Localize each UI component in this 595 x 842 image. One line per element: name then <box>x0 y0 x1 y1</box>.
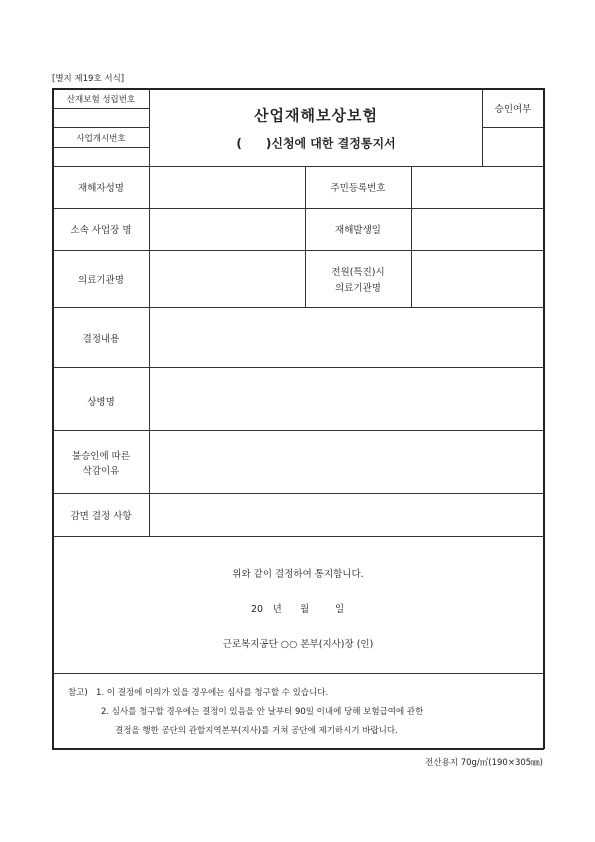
reduction-label: 감면 결정 사항 <box>70 511 132 522</box>
form-border-bottom <box>52 748 544 750</box>
notice-date-year: 20 년 <box>251 604 282 615</box>
notes-item-1: 1. 이 결정에 이의가 있을 경우에는 심사를 청구할 수 있습니다. <box>96 688 329 698</box>
approval-label: 승인여부 <box>494 104 532 115</box>
disease-label: 상병명 <box>87 397 115 408</box>
resident-number-label: 주민등록번호 <box>330 183 386 194</box>
transfer-hospital-label-line1: 전원(특진)시 <box>331 267 385 278</box>
form-subtitle <box>236 135 395 152</box>
reduction-field[interactable] <box>150 494 543 536</box>
subtitle-text: 신청에 대한 결정통지서 <box>271 136 396 151</box>
form-number: [별지 제19호 서식] <box>52 74 125 84</box>
notice-statement: 위와 같이 결정하여 통지합니다. <box>232 569 364 580</box>
notice-date-month: 월 <box>300 604 310 615</box>
decision-field[interactable] <box>150 308 543 367</box>
form-title: 산업재해보상보험 <box>254 106 378 125</box>
hospital-field[interactable] <box>150 251 305 307</box>
notes-item-2-line1: 2. 심사를 청구할 경우에는 결정이 있음을 안 날부터 90일 이내에 당해 보험급여에 관한 <box>101 707 424 717</box>
hospital-label: 의료기관명 <box>78 275 124 286</box>
workplace-field[interactable] <box>150 209 305 250</box>
notice-issuer: 근로복지공단 ○○ 본부(지사)장 (인) <box>222 639 374 650</box>
accident-date-label: 재해발생일 <box>335 225 381 236</box>
rejection-label-line2: 삭감이유 <box>82 466 120 477</box>
rejection-label-line1: 불승인에 따른 <box>71 451 131 462</box>
transfer-hospital-label-line2: 의료기관명 <box>335 283 381 294</box>
disease-field[interactable] <box>150 368 543 430</box>
transfer-hospital-field[interactable] <box>412 251 543 307</box>
approval-field[interactable] <box>483 128 543 166</box>
decision-label: 결정내용 <box>82 334 120 345</box>
workplace-label: 소속 사업장 명 <box>70 225 132 236</box>
subtitle-blank: ( ) <box>236 136 272 151</box>
notes-item-2-line2: 결정을 행한 공단의 관할지역본부(지사)를 거쳐 공단에 제기하시기 바랍니다. <box>115 726 398 736</box>
notice-date-day: 일 <box>335 604 345 615</box>
worker-name-label: 재해자성명 <box>78 183 124 194</box>
paper-spec: 전산용지 70g/㎡(190×305㎜) <box>425 758 543 768</box>
accident-date-field[interactable] <box>412 209 543 250</box>
worker-name-field[interactable] <box>150 167 305 208</box>
form-border-right <box>543 88 545 749</box>
form-border-top <box>52 88 544 90</box>
start-number-label: 사업개시번호 <box>76 134 126 144</box>
rejection-field[interactable] <box>150 431 543 493</box>
form-border-left <box>52 88 54 749</box>
business-number-label: 산재보험 성립번호 <box>66 95 136 105</box>
resident-number-field[interactable] <box>412 167 543 208</box>
notes-prefix: 참고) <box>68 688 88 698</box>
